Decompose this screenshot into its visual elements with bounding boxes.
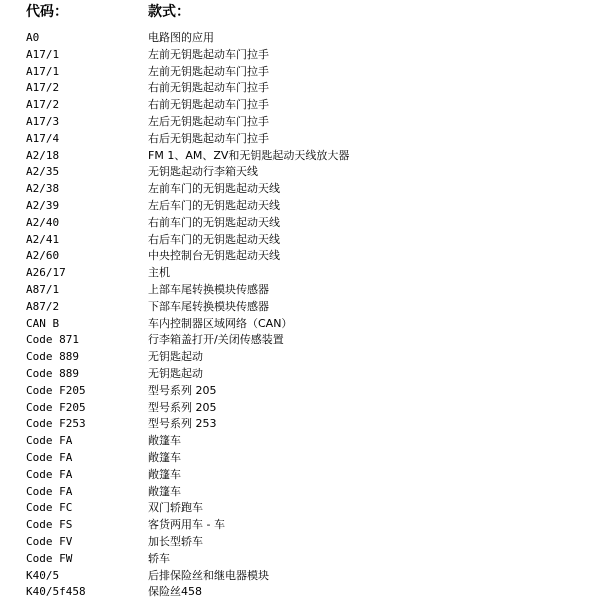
row-code: K40/5 [26,568,60,582]
row-code: Code F205 [26,383,86,397]
row-description: 左前车门的无钥匙起动天线 [148,182,280,196]
table-row [0,64,600,81]
row-description: 下部车尾转换模块传感器 [148,299,269,313]
row-description: 双门轿跑车 [148,501,203,515]
row-description: 中央控制台无钥匙起动天线 [148,249,280,263]
row-description: 左前无钥匙起动车门拉手 [148,64,269,78]
row-description: 轿车 [148,551,170,565]
row-code: Code FW [26,551,73,565]
table-row [0,198,600,215]
row-code: A26/17 [26,266,66,280]
table-row [0,400,600,417]
table-row [0,551,600,568]
row-description: 右后无钥匙起动车门拉手 [148,131,269,145]
row-code: A2/39 [26,198,60,212]
row-description: 型号系列 253 [148,417,217,431]
row-description: 无钥匙起动行李箱天线 [148,165,258,179]
row-description: 右前无钥匙起动车门拉手 [148,98,269,112]
table-row [0,299,600,316]
code-list [0,30,600,601]
style-column-header: 款式： [148,4,190,20]
row-code: Code 889 [26,366,79,380]
table-row [0,349,600,366]
row-description: 右前无钥匙起动车门拉手 [148,81,269,95]
row-description: 左前无钥匙起动车门拉手 [148,47,269,61]
row-code: A87/2 [26,299,60,313]
table-row [0,148,600,165]
table-row [0,534,600,551]
table-row [0,416,600,433]
row-description: 后排保险丝和继电器模块 [148,568,269,582]
row-code: Code F253 [26,417,86,431]
table-row [0,131,600,148]
table-row [0,433,600,450]
row-code: K40/5f458 [26,585,86,599]
row-description: 车内控制器区域网络（CAN） [148,316,293,330]
row-code: A2/41 [26,232,60,246]
table-row [0,568,600,585]
row-description: FM 1、AM、ZV和无钥匙起动天线放大器 [148,148,350,162]
row-code: A2/18 [26,148,60,162]
row-code: Code FA [26,467,73,481]
table-row [0,366,600,383]
table-row [0,450,600,467]
row-description: 左后无钥匙起动车门拉手 [148,114,269,128]
table-row [0,164,600,181]
table-row [0,517,600,534]
row-description: 上部车尾转换模块传感器 [148,282,269,296]
table-row [0,30,600,47]
row-code: A87/1 [26,282,60,296]
table-row [0,584,600,601]
table-row [0,383,600,400]
table-row [0,265,600,282]
row-description: 敞篷车 [148,467,181,481]
row-code: A17/4 [26,131,60,145]
row-description: 型号系列 205 [148,383,217,397]
table-row [0,181,600,198]
row-description: 无钥匙起动 [148,350,203,364]
row-description: 敞篷车 [148,434,181,448]
row-description: 加长型轿车 [148,534,203,548]
table-row [0,47,600,64]
row-code: Code FA [26,450,73,464]
row-description: 电路图的应用 [148,31,214,44]
table-row [0,484,600,501]
row-description: 右前车门的无钥匙起动天线 [148,215,280,229]
row-code: Code FV [26,534,73,548]
row-description: 右后车门的无钥匙起动天线 [148,232,280,246]
row-code: Code FS [26,518,73,532]
row-description: 敞篷车 [148,450,181,464]
row-code: Code F205 [26,400,86,414]
row-description: 型号系列 205 [148,400,217,414]
table-row [0,80,600,97]
table-row [0,316,600,333]
row-code: Code FA [26,434,73,448]
row-description: 无钥匙起动 [148,366,203,380]
table-row [0,282,600,299]
table-header [0,2,600,22]
row-code: A2/38 [26,182,60,196]
table-row [0,500,600,517]
row-code: Code FC [26,501,73,515]
table-row [0,232,600,249]
row-description: 保险丝458 [148,585,202,599]
row-code: A2/35 [26,165,60,179]
row-description: 行李箱盖打开/关闭传感装置 [148,333,284,347]
row-code: CAN B [26,316,60,330]
row-code: A17/2 [26,98,60,112]
code-column-header: 代码： [26,4,68,20]
table-row [0,114,600,131]
table-row [0,215,600,232]
row-code: A2/60 [26,249,60,263]
row-code: A17/1 [26,47,60,61]
table-row [0,97,600,114]
table-row [0,467,600,484]
row-code: A17/1 [26,64,60,78]
row-code: A2/40 [26,215,60,229]
row-code: A0 [26,31,40,44]
row-code: Code FA [26,484,73,498]
row-code: Code 889 [26,350,79,364]
row-description: 主机 [148,266,170,280]
table-row [0,248,600,265]
row-description: 左后车门的无钥匙起动天线 [148,198,280,212]
row-code: Code 871 [26,333,79,347]
row-code: A17/3 [26,114,60,128]
table-row [0,332,600,349]
row-description: 客货两用车 - 车 [148,518,225,532]
row-description: 敞篷车 [148,484,181,498]
row-code: A17/2 [26,81,60,95]
